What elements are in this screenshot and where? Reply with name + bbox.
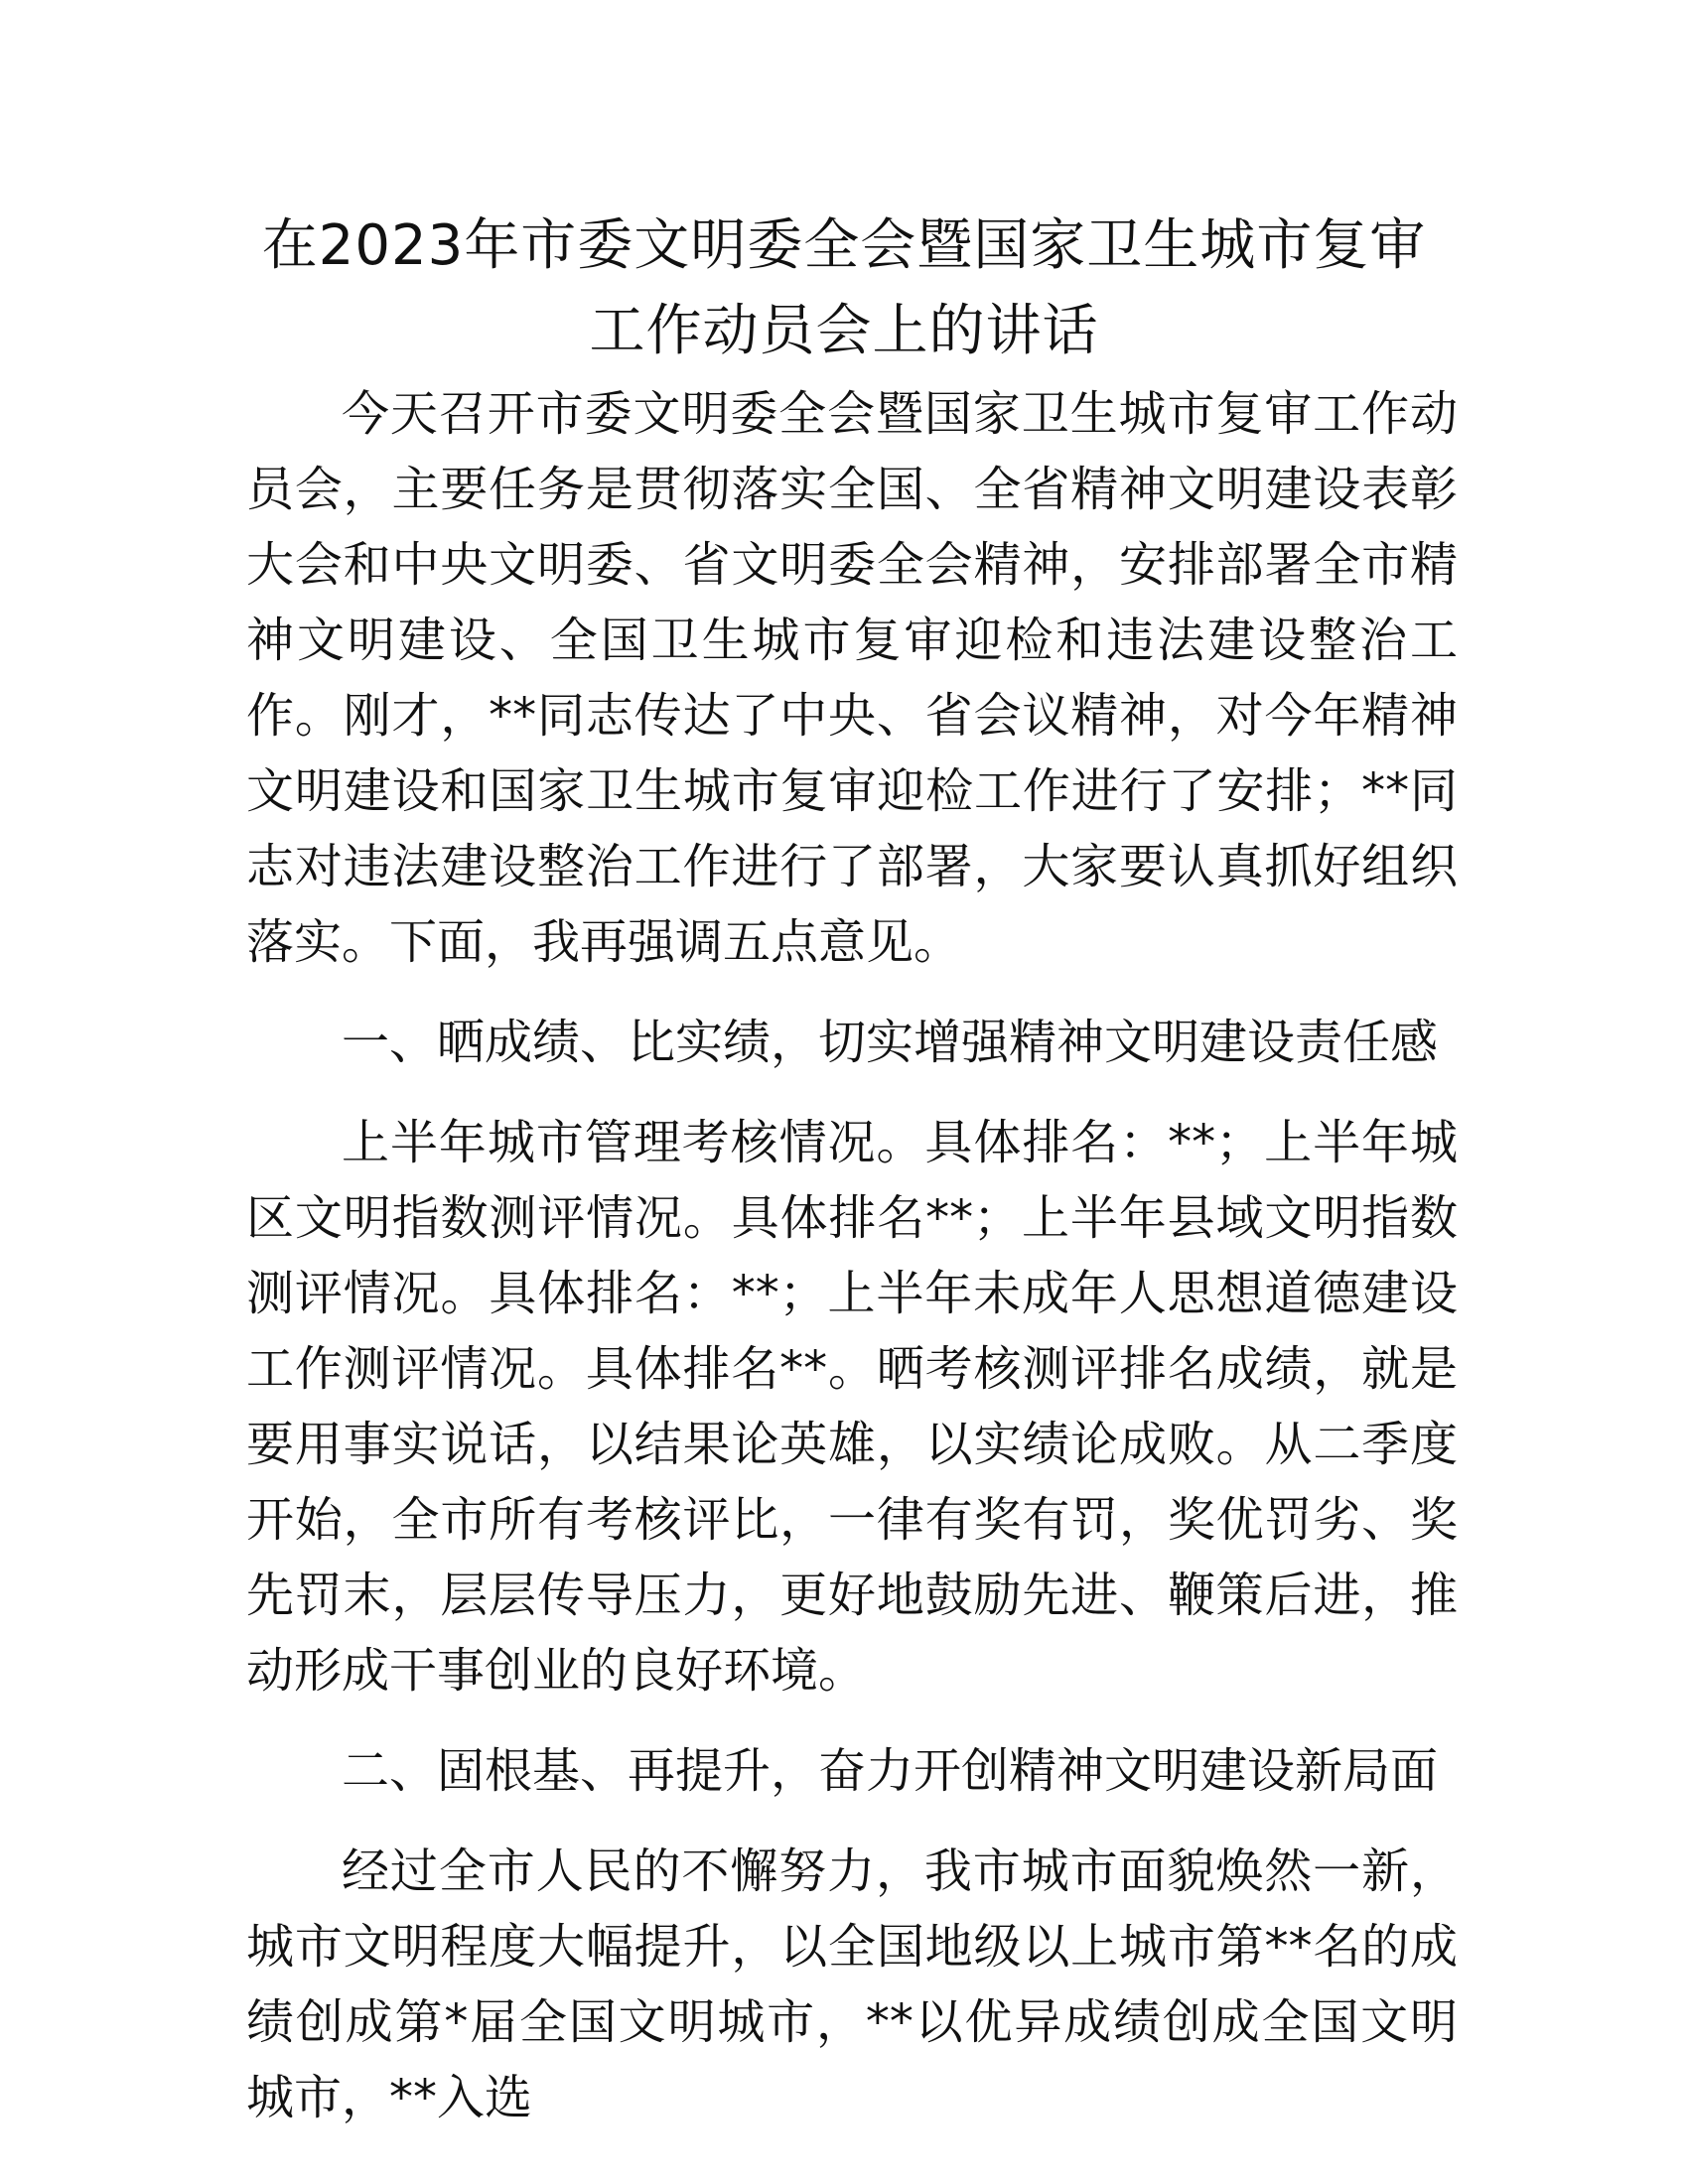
document-title (238, 204, 1450, 374)
section-heading-1: 一、晒成绩、比实绩，切实增强精神文明建设责任感 (342, 1015, 1439, 1070)
document-body (246, 376, 1458, 2135)
paragraph-section-2: 经过全市人民的不懈努力，我市城市面貌焕然一新，城市文明程度大幅提升，以全国地级以上城市第**名的成绩创成第*届全国文明城市，**以优异成绩创成全国文明城市，**入选 (246, 1843, 1458, 2125)
section-heading-2: 二、固根基、再提升，奋力开创精神文明建设新局面 (342, 1743, 1439, 1799)
paragraph-intro: 今天召开市委文明委全会暨国家卫生城市复审工作动员会，主要任务是贯彻落实全国、全省精神文明建设表彰大会和中央文明委、省文明委全会精神，安排部署全市精神文明建设、全国卫生城市复审迎检和违法建设整治工作。刚才，**同志传达了中央、省会议精神，对今年精神文明建设和国家卫生城市复审迎检工作进行了安排；**同志对违法建设整治工作进行了部署，大家要认真抓好组织落实。下面，我再强调五点意见。 (246, 386, 1458, 970)
title-line-2: 工作动员会上的讲话 (589, 299, 1099, 363)
paragraph-section-1: 上半年城市管理考核情况。具体排名：**；上半年城区文明指数测评情况。具体排名**；上半年县域文明指数测评情况。具体排名：**；上半年未成年人思想道德建设工作测评情况。具体排名**。晒考核测评排名成绩，就是要用事实说话，以结果论英雄，以实绩论成败。从二季度开始，全市所有考核评比，一律有奖有罚，奖优罚劣、奖先罚末，层层传导压力，更好地鼓励先进、鞭策后进，推动形成干事创业的良好环境。 (246, 1115, 1458, 1699)
title-line-1: 在2023年市委文明委全会暨国家卫生城市复审 (261, 213, 1427, 278)
